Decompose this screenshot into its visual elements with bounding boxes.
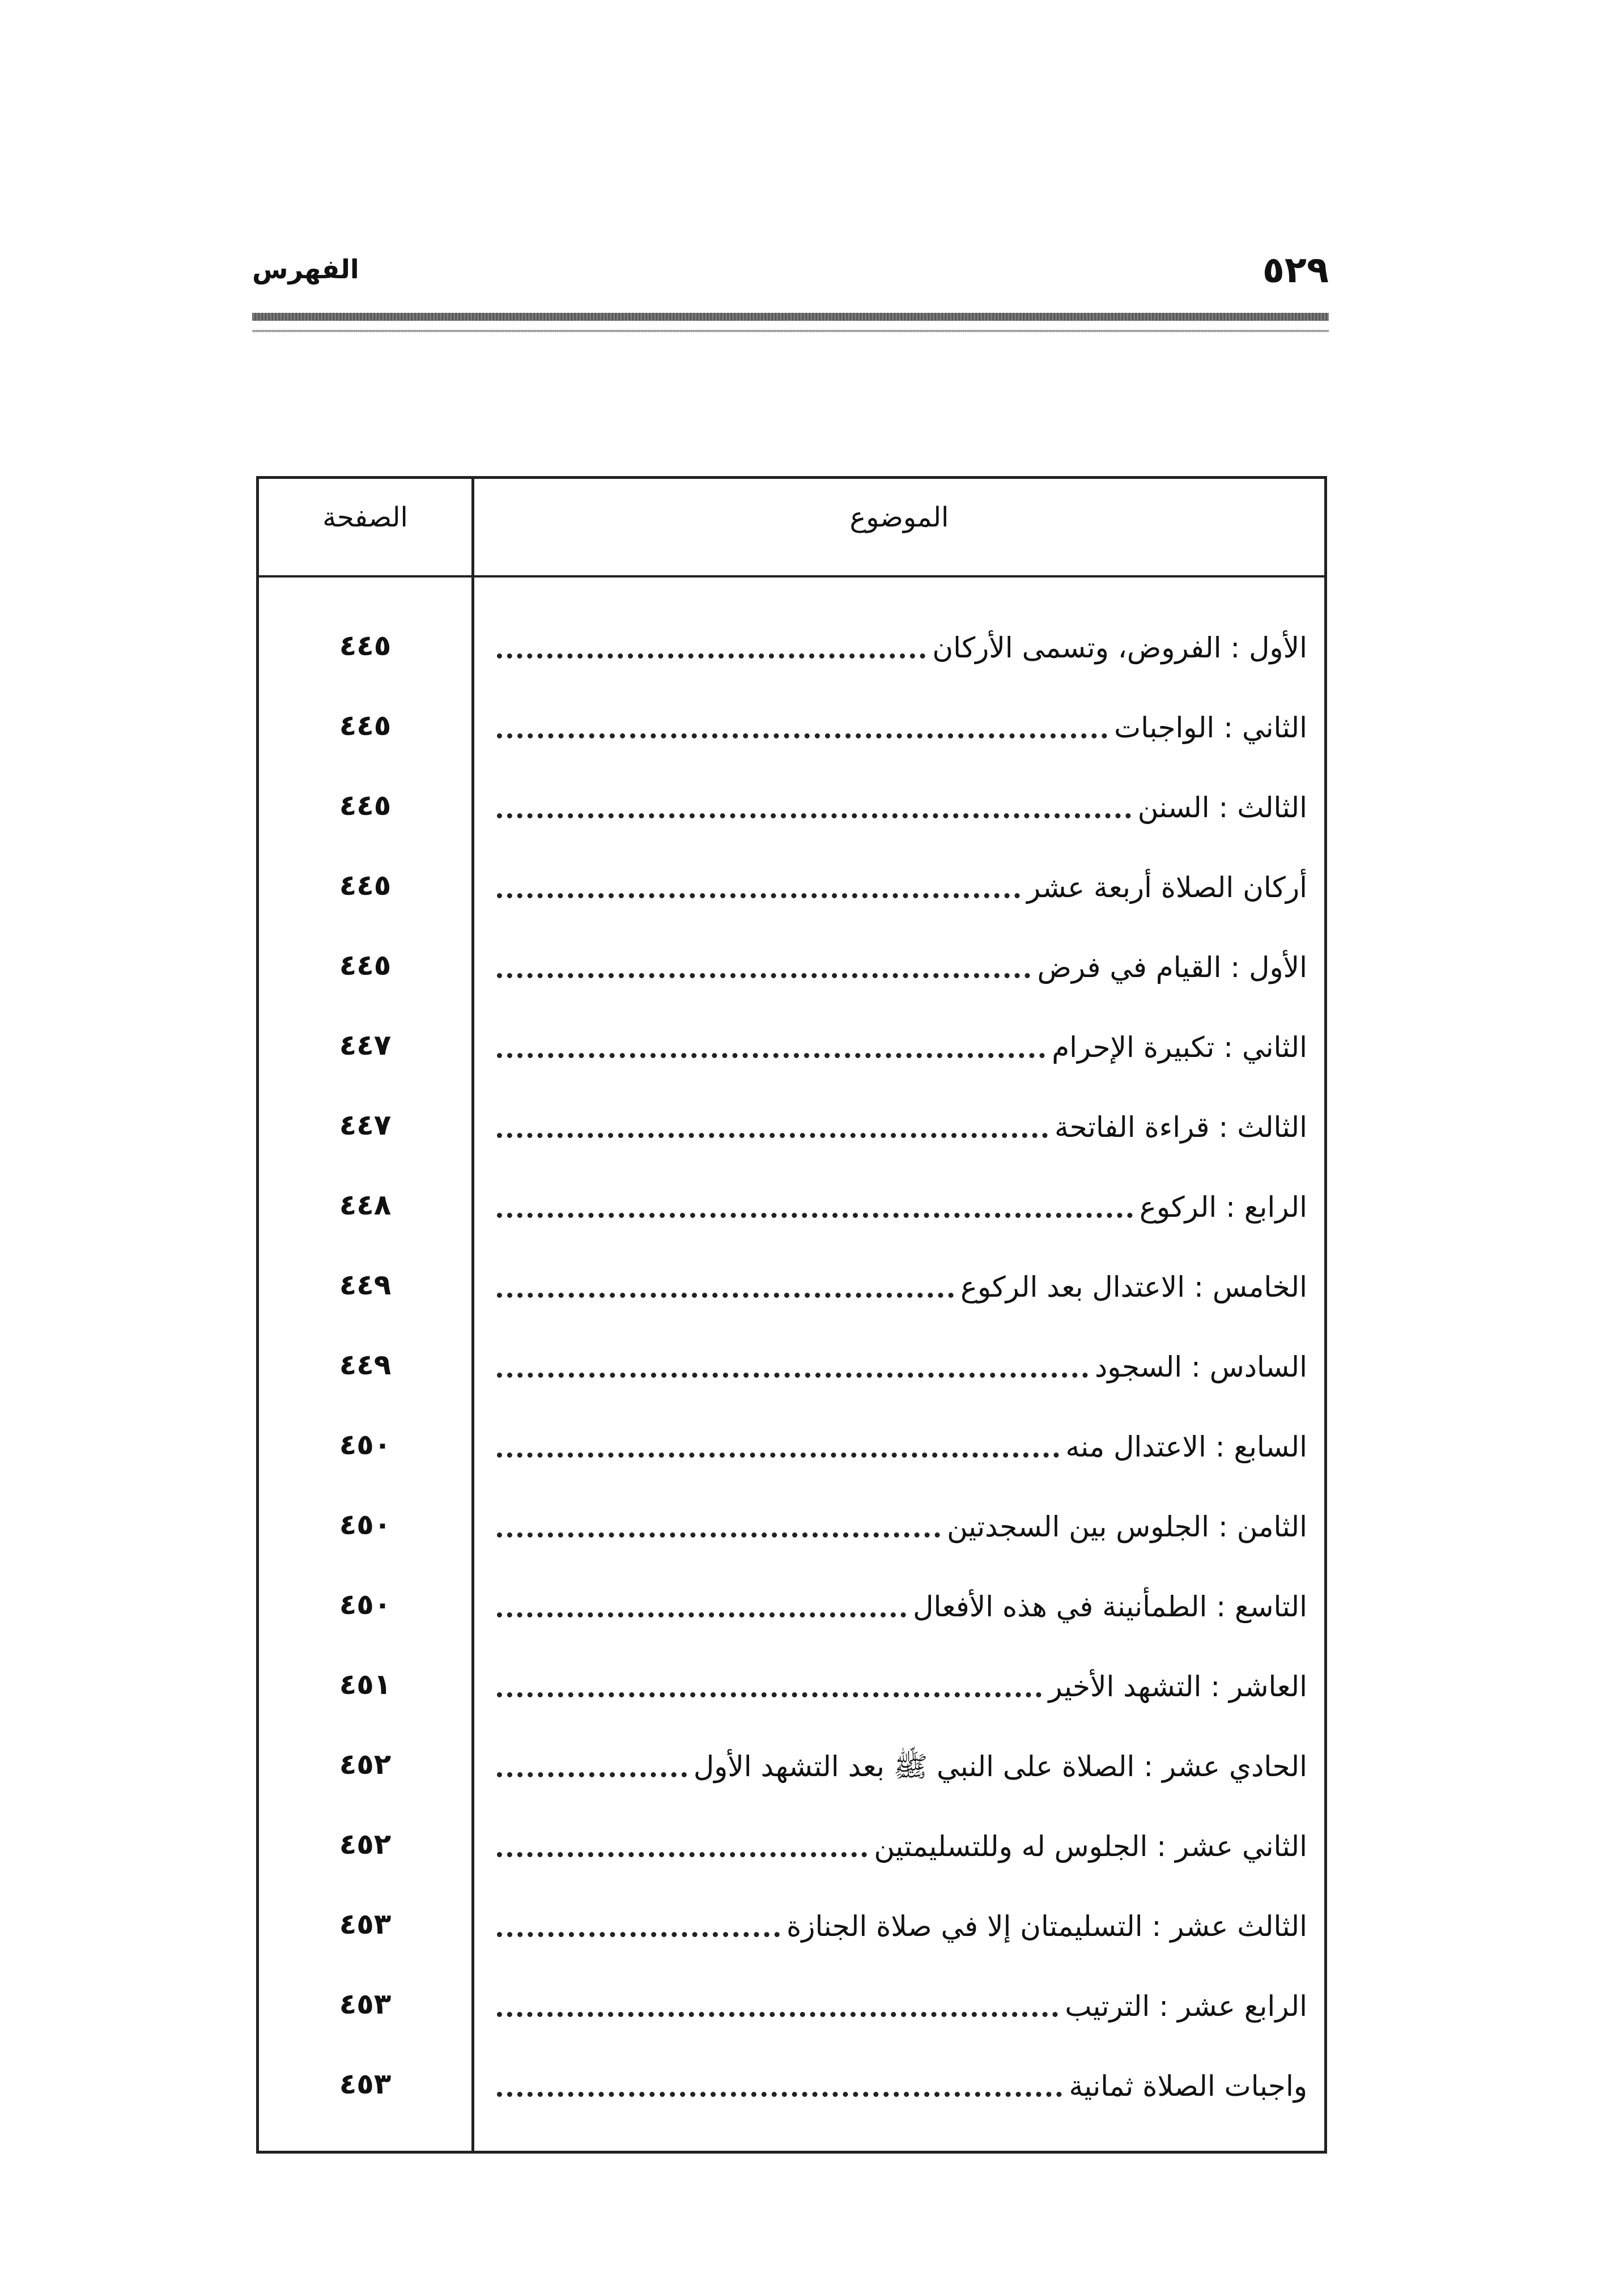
toc-entry [497,1326,1307,1388]
toc-rows [259,606,1324,2125]
dot-leader [497,1453,1059,1458]
toc-entry [497,1725,1307,1787]
toc-entry [497,1405,1307,1468]
dot-leader [497,1053,1045,1058]
toc-entry-text: الثاني : الواجبات [1114,711,1307,744]
toc-row [259,1246,1324,1326]
dot-leader [497,1772,687,1777]
toc-page-number: ٤٤٩ [339,1268,392,1301]
toc-page-number: ٤٥٠ [339,1588,392,1621]
toc-row [259,1885,1324,1965]
toc-row [259,686,1324,766]
toc-page-number: ٤٤٥ [339,869,392,902]
dot-leader [497,2012,1058,2017]
toc-entry-text: الرابع : الركوع [1140,1191,1307,1224]
toc-row [259,1006,1324,1086]
toc-page-number: ٤٥٠ [339,1428,392,1461]
toc-entry [497,1006,1307,1068]
page-header [252,244,1329,312]
dot-leader [497,1532,940,1538]
toc-entry [497,926,1307,988]
toc-table [256,476,1327,2154]
toc-entry-text: الثالث : قراءة الفاتحة [1054,1111,1307,1144]
toc-entry-text: السابع : الاعتدال منه [1065,1430,1307,1463]
toc-entry-text: الثاني : تكبيرة الإحرام [1052,1031,1307,1064]
toc-row [259,1965,1324,2045]
toc-row [259,926,1324,1006]
toc-entry [497,1166,1307,1228]
toc-row [259,2045,1324,2125]
toc-entry [497,686,1307,749]
toc-entry [497,1885,1307,1947]
toc-page-number: ٤٤٩ [339,1348,392,1381]
toc-entry-text: الثالث عشر : التسليمتان إلا في صلاة الجنازة [787,1910,1307,1943]
toc-page-number: ٤٥٣ [339,1908,392,1940]
dot-leader [497,973,1030,978]
toc-entry-text: واجبات الصلاة ثمانية [1069,2070,1307,2103]
dot-leader [497,813,1131,818]
toc-entry [497,1086,1307,1148]
toc-entry [497,1645,1307,1708]
toc-page-number: ٤٥٢ [339,1828,392,1861]
toc-page-number: ٤٤٨ [339,1188,392,1221]
toc-page-number: ٤٥٢ [339,1748,392,1781]
toc-entry-text: الأول : الفروض، وتسمى الأركان [932,631,1307,664]
toc-entry [497,1246,1307,1308]
toc-page-number: ٤٥١ [339,1668,392,1701]
toc-entry-text: الثامن : الجلوس بين السجدتين [947,1510,1307,1543]
toc-entry-text: الرابع عشر : الترتيب [1065,1990,1307,2023]
toc-page-number: ٤٥٣ [339,1988,392,2020]
toc-row [259,1805,1324,1885]
toc-entry-text: الحادي عشر : الصلاة على النبي ﷺ بعد التشهد الأول [693,1750,1307,1783]
toc-entry [497,1805,1307,1867]
dot-leader [497,733,1107,738]
dot-leader [497,1133,1048,1138]
toc-entry-text: السادس : السجود [1095,1351,1307,1383]
toc-entry-text: أركان الصلاة أربعة عشر [1027,871,1307,904]
toc-page-number: ٤٤٥ [339,789,392,822]
dot-leader [497,1692,1041,1697]
dot-leader [497,893,1020,898]
toc-row [259,766,1324,846]
toc-page-number: ٤٤٥ [339,709,392,742]
toc-entry-text: الثالث : السنن [1137,791,1307,824]
toc-row [259,606,1324,686]
toc-row [259,1086,1324,1166]
dot-leader [497,1932,780,1937]
toc-page-number: ٤٤٥ [339,629,392,662]
toc-entry-text: التاسع : الطمأنينة في هذه الأفعال [913,1590,1307,1623]
toc-row [259,1326,1324,1405]
dot-leader [497,1373,1088,1378]
toc-row [259,1166,1324,1246]
dot-leader [497,1213,1133,1218]
toc-row [259,846,1324,926]
toc-entry-text: الثاني عشر : الجلوس له وللتسليمتين [874,1830,1307,1863]
toc-row [259,1645,1324,1725]
toc-row [259,1405,1324,1485]
header-rule [252,313,1329,321]
dot-leader [497,2092,1062,2097]
toc-page-number: ٤٥٠ [339,1508,392,1541]
toc-entry [497,606,1307,669]
dot-leader [497,1293,954,1298]
toc-entry-text: الخامس : الاعتدال بعد الركوع [960,1271,1307,1303]
toc-entry-text: العاشر : التشهد الأخير [1048,1670,1307,1703]
toc-row [259,1725,1324,1805]
toc-entry-text: الأول : القيام في فرض [1037,951,1307,984]
page-column-header: الصفحة [322,502,408,533]
toc-row [259,1485,1324,1565]
page-number: ٥٢٩ [1262,249,1329,291]
toc-entry [497,1565,1307,1628]
toc-entry [497,766,1307,829]
topic-column-header: الموضوع [849,502,949,533]
toc-entry [497,2045,1307,2107]
dot-leader [497,653,925,659]
toc-entry [497,1485,1307,1548]
toc-page-number: ٤٤٧ [339,1109,392,1141]
toc-table-header [259,479,1324,578]
toc-entry [497,846,1307,908]
toc-page-number: ٤٤٥ [339,949,392,982]
toc-entry [497,1965,1307,2027]
dot-leader [497,1852,867,1857]
running-title: الفهرس [252,254,359,284]
header-rule-thin [252,330,1329,332]
toc-row [259,1565,1324,1645]
toc-page-number: ٤٤٧ [339,1029,392,1061]
dot-leader [497,1612,906,1617]
toc-page-number: ٤٥٣ [339,2067,392,2100]
